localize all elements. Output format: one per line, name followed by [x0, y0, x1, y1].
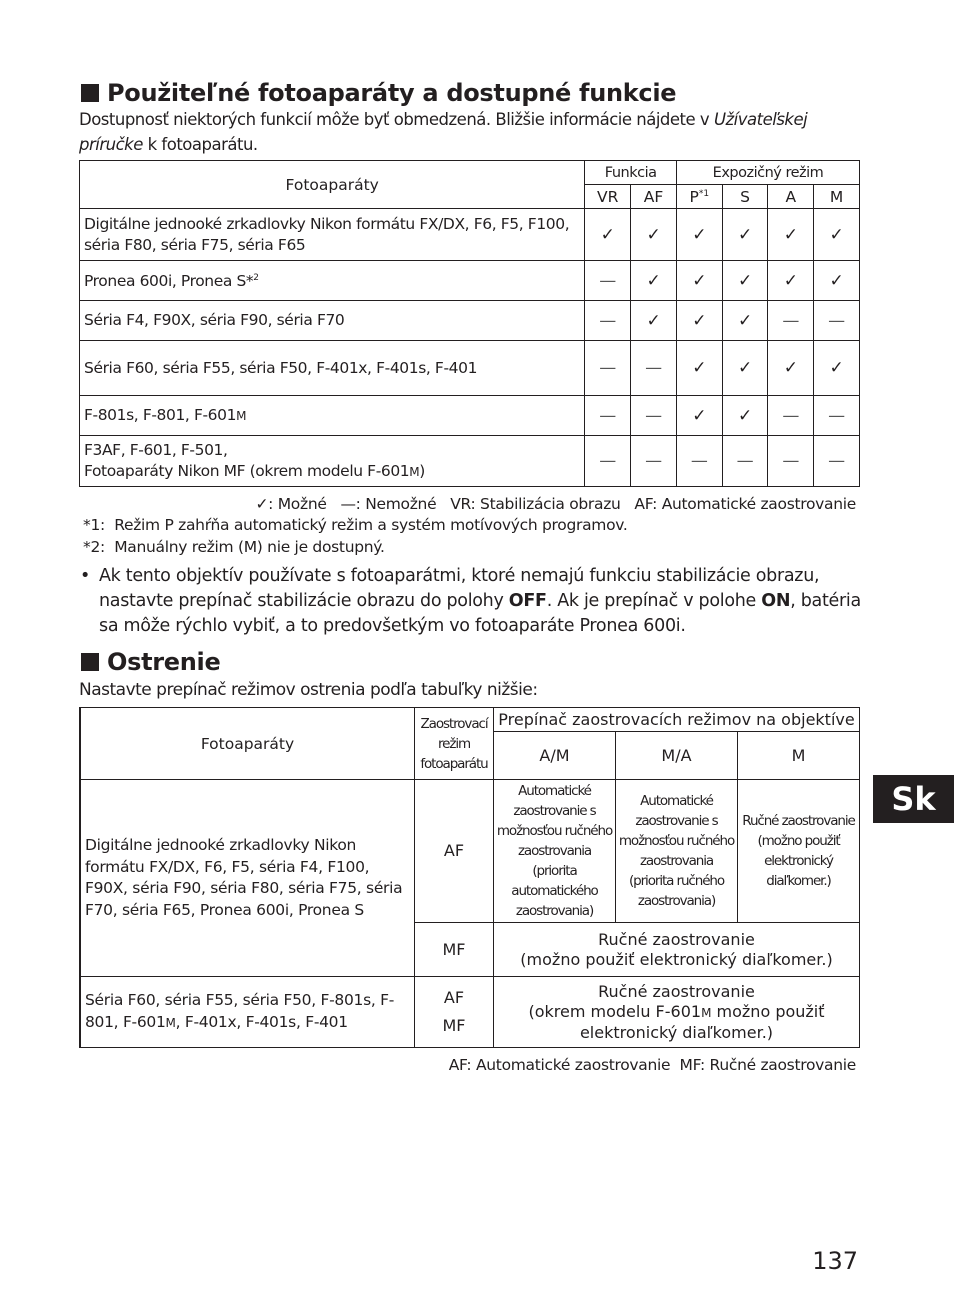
col-af: AF [631, 185, 677, 209]
header-camera-focus-mode: Zaostrovací režim fotoaparátu [415, 708, 494, 780]
cell-am-af: Automatické zaostrovanie s možnosťou ručného zaostrovania (priorita automatického zaostrovania) [494, 780, 616, 923]
dash-icon: — [631, 436, 677, 487]
dash-icon: — [585, 436, 631, 487]
dash-icon: — [814, 436, 860, 487]
col-a: A [768, 185, 814, 209]
camera-cell: Séria F4, F90X, séria F90, séria F70 [80, 301, 585, 341]
table-row [80, 261, 860, 301]
header-lens-switch: Prepínač zaostrovacích režimov na objektíve [494, 708, 860, 732]
language-tab: Sk [873, 775, 954, 823]
dash-icon: — [814, 396, 860, 436]
dash-icon: — [631, 396, 677, 436]
camera-cell: Digitálne jednooké zrkadlovky Nikon formátu FX/DX, F6, F5, F100, séria F80, séria F75, séria F65 [80, 209, 585, 261]
cell-row2-manual: Ručné zaostrovanie (okrem modelu F-601M možno použiť elektronický diaľkomer.) [494, 977, 860, 1048]
col-p: $P^{*1}$ [676, 185, 722, 209]
footnote-1: *1: Režim P zahŕňa automatický režim a systém motívových programov. [83, 516, 628, 534]
check-icon: ✓ [676, 209, 722, 261]
check-icon: ✓ [676, 301, 722, 341]
check-icon: ✓ [768, 261, 814, 301]
dash-icon: — [585, 396, 631, 436]
dash-icon: — [768, 436, 814, 487]
col-s: S [722, 185, 768, 209]
mode-af: AF [415, 780, 494, 923]
cell-mf-manual: Ručné zaostrovanie (možno použiť elektronický diaľkomer.) [494, 923, 860, 977]
bullet-marker: • [80, 566, 91, 586]
dash-icon: — [768, 301, 814, 341]
camera-functions-table [79, 160, 860, 487]
page-number: 137 [812, 1247, 858, 1275]
section-title-compatible-cameras: Použiteľné fotoaparáty a dostupné funkcie [81, 79, 676, 107]
table-row [80, 396, 860, 436]
table-row [80, 341, 860, 396]
cell-m-af: Ručné zaostrovanie (možno použiť elektronický diaľkomer.) [738, 780, 860, 923]
col-vr: VR [585, 185, 631, 209]
check-icon: ✓ [814, 209, 860, 261]
col-m: M [738, 732, 860, 780]
check-icon: ✓ [722, 341, 768, 396]
dash-icon: — [585, 341, 631, 396]
dash-icon: — [631, 341, 677, 396]
check-icon: ✓ [814, 341, 860, 396]
check-icon: ✓ [722, 301, 768, 341]
dash-icon: — [814, 301, 860, 341]
check-icon: ✓ [631, 209, 677, 261]
table-row [80, 301, 860, 341]
check-icon: ✓ [676, 396, 722, 436]
check-icon: ✓ [676, 261, 722, 301]
check-icon: ✓ [768, 209, 814, 261]
table-row [80, 436, 860, 487]
table-row [80, 780, 860, 923]
mode-af-mf: AF MF [415, 977, 494, 1048]
col-am: A/M [494, 732, 616, 780]
header-cameras: Fotoaparáty [80, 708, 415, 780]
table-row [80, 209, 860, 261]
header-cameras: Fotoaparáty [80, 161, 585, 209]
section2-intro: Nastavte prepínač režimov ostrenia podľa tabuľky nižšie: [79, 680, 538, 700]
square-bullet-icon [81, 84, 99, 102]
dash-icon: — [585, 301, 631, 341]
mode-mf: MF [415, 923, 494, 977]
check-icon: ✓ [676, 341, 722, 396]
table-row [80, 977, 860, 1048]
footnote-2: *2: Manuálny režim (M) nie je dostupný. [83, 538, 385, 556]
camera-cell: Pronea 600i, Pronea S*$^2$ [80, 261, 585, 301]
header-functions: Funkcia [585, 161, 677, 185]
dash-icon: — [722, 436, 768, 487]
focus-mode-table [79, 707, 860, 1048]
camera-cell: Séria F60, séria F55, séria F50, F-801s, F-801, F-601M, F-401x, F-401s, F-401 [80, 977, 415, 1048]
check-icon: ✓ [631, 261, 677, 301]
section-intro: Dostupnosť niektorých funkcií môže byť obmedzená. Bližšie informácie nájdete v Užívateľskej príručke k fotoaparátu. [79, 110, 808, 154]
dash-icon: — [768, 396, 814, 436]
check-icon: ✓ [631, 301, 677, 341]
check-icon: ✓ [722, 261, 768, 301]
dash-icon: — [676, 436, 722, 487]
check-icon: ✓ [768, 341, 814, 396]
dash-icon: — [585, 261, 631, 301]
check-icon: ✓ [585, 209, 631, 261]
table2-legend: AF: Automatické zaostrovanie MF: Ručné zaostrovanie [448, 1056, 856, 1074]
col-m: M [814, 185, 860, 209]
camera-cell: Digitálne jednooké zrkadlovky Nikon formátu FX/DX, F6, F5, séria F4, F100, F90X, séria F90, séria F80, séria F75, séria F70, séria F65, Pronea 600i, Pronea S [80, 780, 415, 977]
camera-cell: F-801s, F-801, F-601M [80, 396, 585, 436]
square-bullet-icon [81, 653, 99, 671]
check-icon: ✓ [722, 396, 768, 436]
check-icon: ✓ [722, 209, 768, 261]
header-exposure: Expozičný režim [676, 161, 859, 185]
camera-cell: F3AF, F-601, F-501, Fotoaparáty Nikon MF (okrem modelu F-601M) [80, 436, 585, 487]
cell-ma-af: Automatické zaostrovanie s možnosťou ručného zaostrovania (priorita ručného zaostrovania) [616, 780, 738, 923]
table1-legend: ✓: Možné —: Nemožné VR: Stabilizácia obrazu AF: Automatické zaostrovanie [255, 495, 856, 513]
bullet-note-vr: Ak tento objektív používate s fotoaparátmi, ktoré nemajú funkciu stabilizácie obrazu, nastavte prepínač stabilizácie obrazu do polohy OFF. Ak je prepínač v polohe ON, batéria sa môže rýchlo vybiť, a to predovšetkým vo fotoaparáte Pronea 600i. [99, 566, 861, 636]
check-icon: ✓ [814, 261, 860, 301]
col-ma: M/A [616, 732, 738, 780]
camera-cell: Séria F60, séria F55, séria F50, F-401x, F-401s, F-401 [80, 341, 585, 396]
section-title-focusing: Ostrenie [81, 648, 220, 676]
